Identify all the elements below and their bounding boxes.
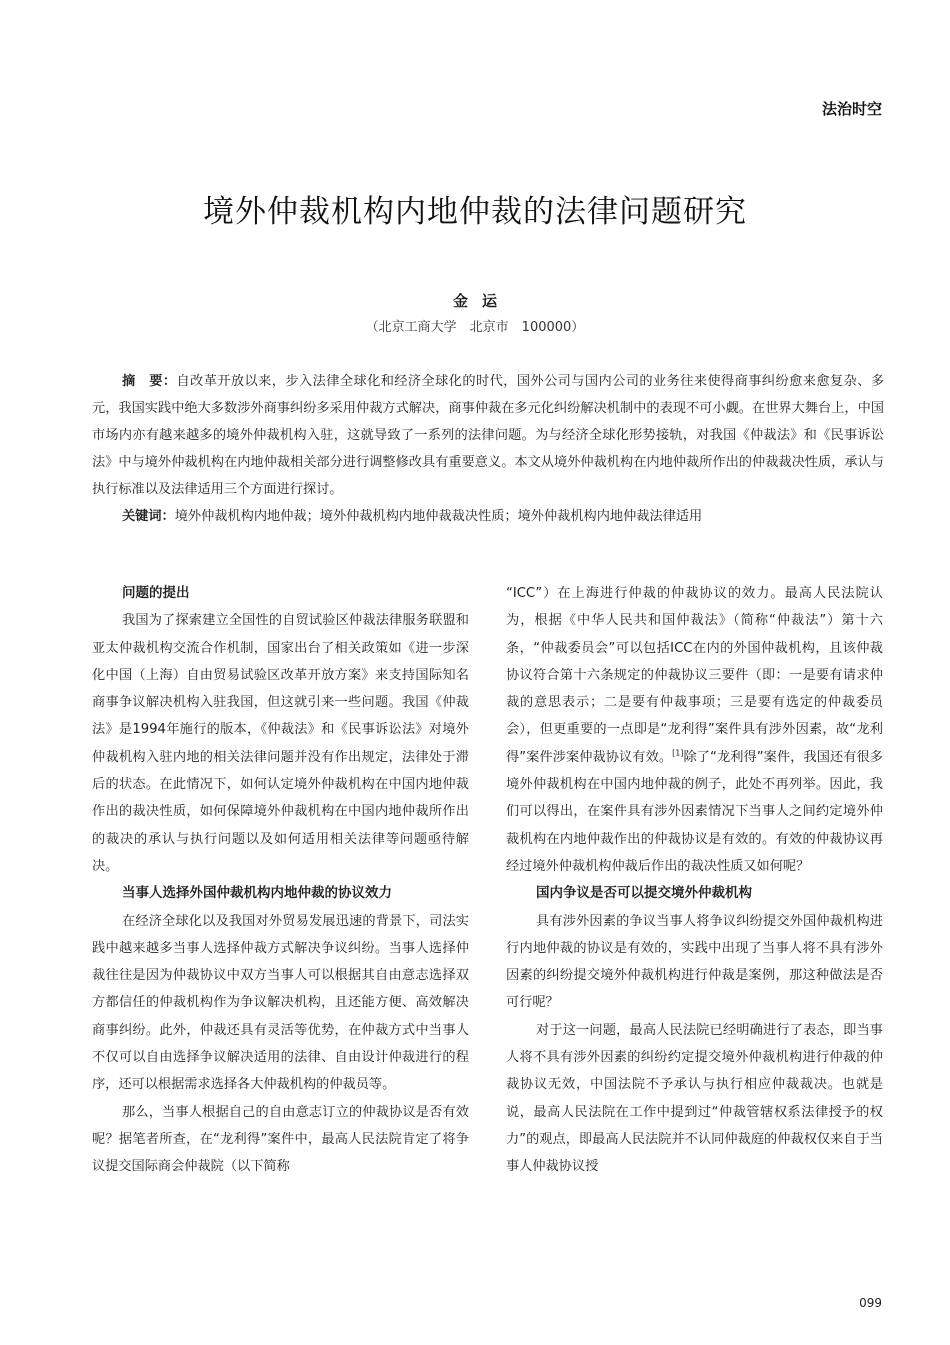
body-paragraph: 我国为了探索建立全国性的自贸试验区仲裁法律服务联盟和亚太仲裁机构交流合作机制，国家出台了相关政策如《进一步深化中国（上海）自由贸易试验区改革开放方案》来支持国际知名商事争议解决机构入驻我国，但这就引来一些问题。我国《仲裁法》是1994年施行的版本，《仲裁法》和《民事诉讼法》对境外仲裁机构入驻内地的相关法律问题并没有作出规定，法律处于滞后的状态。在此情况下，如何认定境外仲裁机构在中国内地仲裁作出的裁决性质，如何保障境外仲裁机构在中国内地仲裁所作出的裁决的承认与执行问题以及如何适用相关法律等问题亟待解决。 [92,613,469,874]
abstract-block [92,368,884,530]
body-paragraph: 对于这一问题，最高人民法院已经明确进行了表态，即当事人将不具有涉外因素的纠纷约定提交境外仲裁机构进行仲裁的仲裁协议无效，中国法院不予承认与执行相应仲裁裁决。也就是说，最高人民法院在工作中提到过“仲裁管辖权系法律授予的权力”的观点，即最高人民法院并不认同仲裁庭的仲裁权仅来自于当事人仲裁协议授 [506,1022,883,1175]
abstract-paragraph [92,368,884,503]
body-paragraph: 那么，当事人根据自己的自由意志订立的仲裁协议是否有效呢？据笔者所查，在“龙利得”案件中，最高人民法院肯定了将争议提交国际商会仲裁院（以下简称 [92,1104,469,1175]
keywords-label: 关键词： [122,509,175,524]
page-number: 099 [859,1296,882,1310]
abstract-label: 摘 要： [122,374,177,389]
body-text: “ICC”）在上海进行仲裁的仲裁协议的效力。最高人民法院认为，根据《中华人民共和国仲裁法》（简称“仲裁法”）第十六条，“仲裁委员会”可以包括ICC在内的外国仲裁机构，且该仲裁协议符合第十六条规定的仲裁协议三要件（即：一是要有请求仲裁的意思表示；二是要有仲裁事项；三是要有选定的仲裁委员会），但更重要的一点即是“龙利得”案件具有涉外因素，故“龙利得”案件涉案仲裁协议有效。 [506,586,883,765]
section-heading-domestic-disputes: 国内争议是否可以提交境外仲裁机构 [536,885,752,902]
author-name: 金运 [452,292,511,310]
section-tag: 法治时空 [821,100,882,118]
section-heading-agreement-validity: 当事人选择外国仲裁机构内地仲裁的协议效力 [122,885,392,902]
footnote-marker: [1] [672,748,684,758]
right-column [506,580,883,1181]
author-affiliation: （北京工商大学 北京市 100000） [365,320,585,335]
section-heading-intro: 问题的提出 [122,585,190,601]
body-text: 除了“龙利得”案件，我国还有很多境外仲裁机构在中国内地仲裁的例子，此处不再列举。因此，我们可以得出，在案件具有涉外因素情况下当事人之间约定境外仲裁机构在内地仲裁作出的仲裁协议是有效的。有效的仲裁协议再经过境外仲裁机构仲裁后作出的裁决性质又如何呢？ [506,749,883,874]
keywords-text: 境外仲裁机构内地仲裁；境外仲裁机构内地仲裁裁决性质；境外仲裁机构内地仲裁法律适用 [174,509,703,524]
keywords-paragraph [92,503,884,530]
abstract-text: 自改革开放以来，步入法律全球化和经济全球化的时代，国外公司与国内公司的业务往来使得商事纠纷愈来愈复杂、多元，我国实践中绝大多数涉外商事纠纷多采用仲裁方式解决，商事仲裁在多元化纠纷解决机制中的表现不可小觑。在世界大舞台上，中国市场内亦有越来越多的境外仲裁机构入驻，这就导致了一系列的法律问题。为与经济全球化形势接轨，对我国《仲裁法》和《民事诉讼法》中与境外仲裁机构在内地仲裁相关部分进行调整修改具有重要意义。本文从境外仲裁机构在内地仲裁所作出的仲裁裁决性质，承认与执行标准以及法律适用三个方面进行探讨。 [92,374,885,497]
body-paragraph: 在经济全球化以及我国对外贸易发展迅速的背景下，司法实践中越来越多当事人选择仲裁方式解决争议纠纷。当事人选择仲裁往往是因为仲裁协议中双方当事人可以根据其自由意志选择双方都信任的仲裁机构作为争议解决机构，且还能方便、高效解决商事纠纷。此外，仲裁还具有灵活等优势，在仲裁方式中当事人不仅可以自由选择争议解决适用的法律、自由设计仲裁进行的程序，还可以根据需求选择各大仲裁机构的仲裁员等。 [92,913,469,1093]
body-paragraph: 具有涉外因素的争议当事人将争议纠纷提交外国仲裁机构进行内地仲裁的协议是有效的，实践中出现了当事人将不具有涉外因素的纠纷提交境外仲裁机构进行仲裁是案例，那这种做法是否可行呢？ [506,913,883,1011]
left-column [92,580,469,1181]
body-paragraph-continued [506,580,883,880]
article-title: 境外仲裁机构内地仲裁的法律问题研究 [203,194,747,230]
